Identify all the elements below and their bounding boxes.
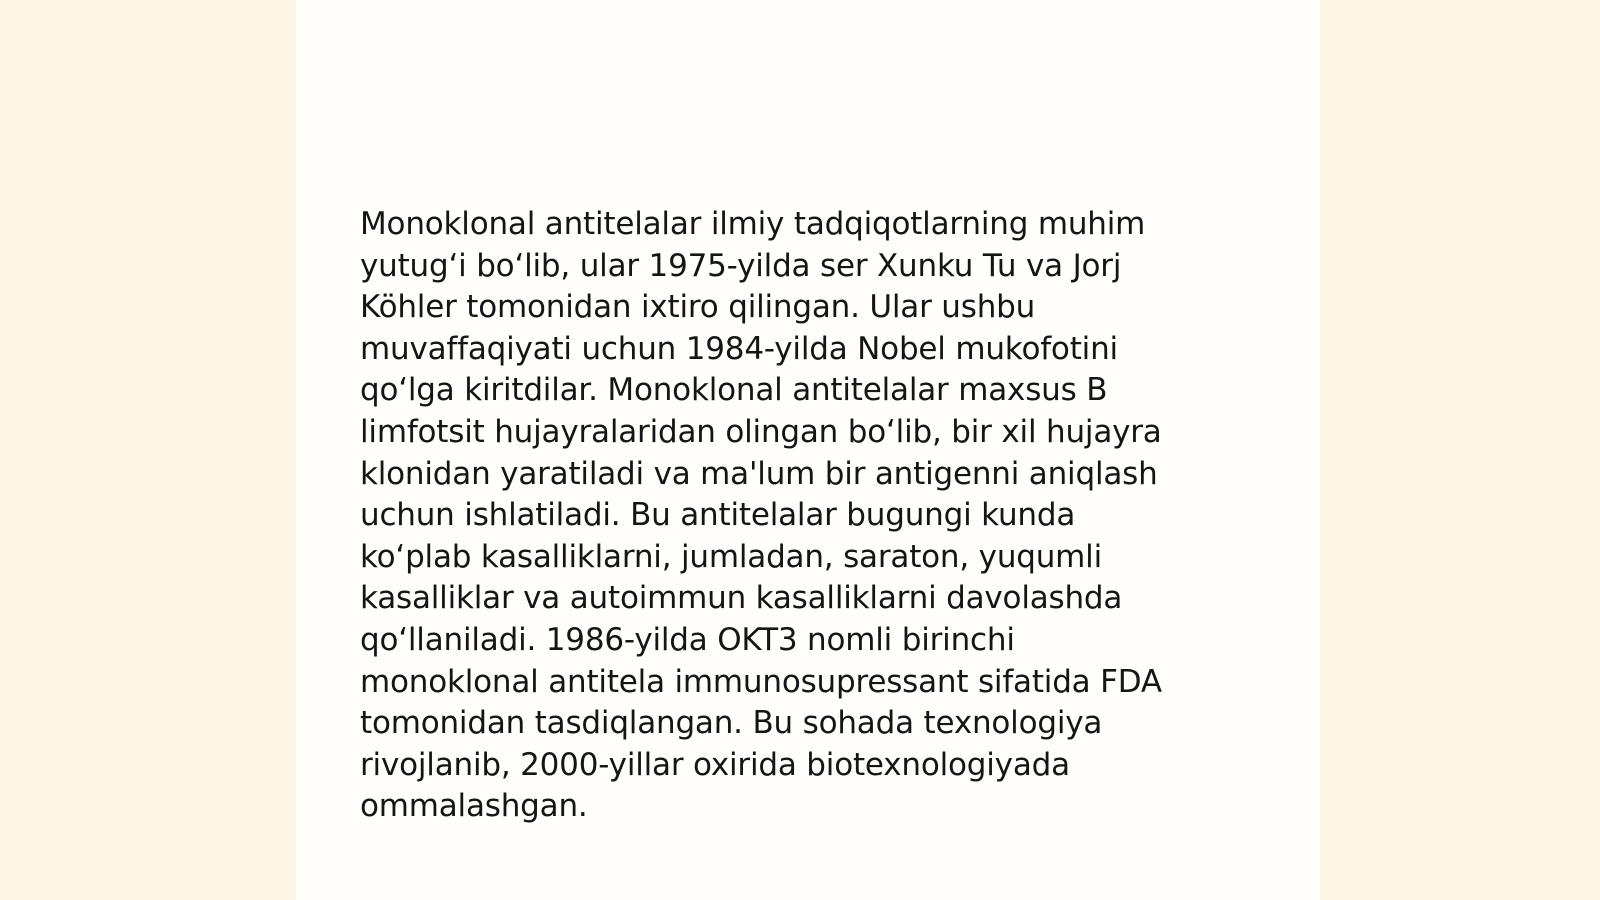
paragraph-line: uchun ishlatiladi. Bu antitelalar bugungi kunda <box>360 497 1076 534</box>
paragraph-line: muvaffaqiyati uchun 1984-yilda Nobel mukofotini <box>360 330 1118 367</box>
paragraph-line: klonidan yaratiladi va ma'lum bir antigenni aniqlash <box>360 455 1158 492</box>
paragraph-line: monoklonal antitela immunosupressant sifatida FDA <box>360 663 1162 700</box>
document-page <box>296 0 1320 900</box>
paragraph-line: limfotsit hujayralaridan olingan bo‘lib, bir xil hujayra <box>360 413 1162 450</box>
paragraph-line: Monoklonal antitelalar ilmiy tadqiqotlarning muhim <box>360 206 1146 242</box>
paragraph-line: yutug‘i bo‘lib, ular 1975-yilda ser Xunku Tu va Jorj <box>360 247 1122 284</box>
paragraph-line: ko‘plab kasalliklarni, jumladan, saraton, yuqumli <box>360 538 1103 575</box>
paragraph-line: rivojlanib, 2000-yillar oxirida biotexnologiyada <box>360 746 1070 783</box>
paragraph-line: tomonidan tasdiqlangan. Bu sohada texnologiya <box>360 705 1103 742</box>
paragraph-line: kasalliklar va autoimmun kasalliklarni davolashda <box>360 580 1123 617</box>
paragraph-line: qo‘llaniladi. 1986-yilda OKT3 nomli birinchi <box>360 621 1015 658</box>
paragraph-line: ommalashgan. <box>360 788 588 825</box>
paragraph-line: qo‘lga kiritdilar. Monoklonal antitelalar maxsus B <box>360 372 1108 409</box>
paragraph-line: Köhler tomonidan ixtiro qilingan. Ular ushbu <box>360 289 1036 326</box>
body-paragraph <box>360 204 1240 828</box>
